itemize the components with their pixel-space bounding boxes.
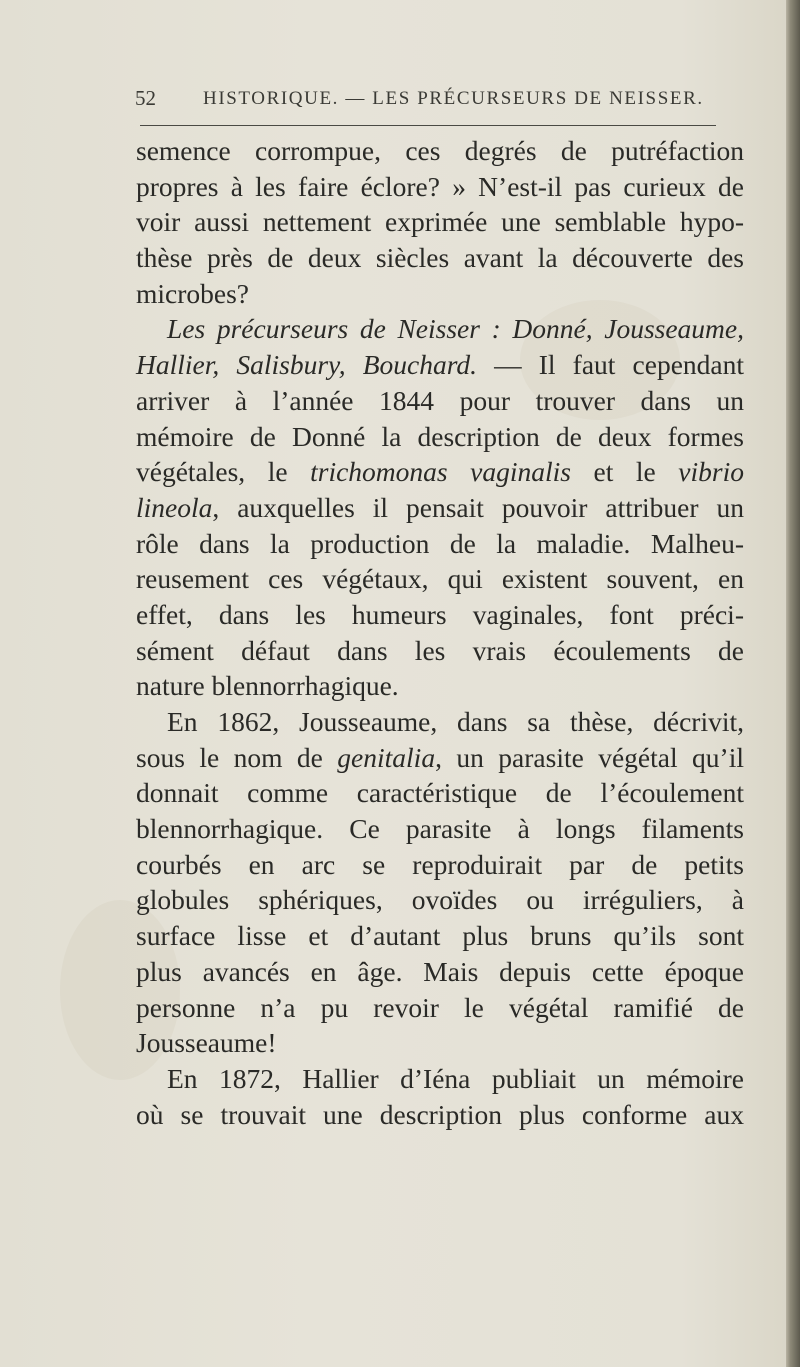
text-line	[136, 1097, 744, 1133]
text-line	[136, 133, 744, 169]
text-segment: personne n’a pu revoir le végétal ramifié de	[136, 991, 744, 1023]
text-segment: nature blennorrhagique.	[136, 670, 399, 702]
text-line	[136, 954, 744, 990]
text-line	[136, 204, 744, 240]
text-line	[136, 311, 744, 347]
italic-text: Hallier, Salisbury, Bouchard.	[136, 349, 478, 381]
header-rule	[140, 125, 716, 126]
text-segment: sément défaut dans les vrais écoulements de	[136, 634, 744, 666]
text-segment: voir aussi nettement exprimée une semblable hypo-	[136, 206, 744, 238]
text-segment: surface lisse et d’autant plus bruns qu’ils sont	[136, 920, 744, 952]
text-segment: , un parasite végétal qu’il	[435, 741, 744, 773]
text-line	[136, 383, 744, 419]
text-line	[136, 740, 744, 776]
text-segment: sous le nom de	[136, 741, 338, 773]
body-text	[136, 133, 744, 1132]
text-segment: reusement ces végétaux, qui existent souvent, en	[136, 563, 744, 595]
text-segment: — Il faut cependant	[477, 349, 744, 381]
italic-text: Les précurseurs de Neisser : Donné, Jousseaume,	[167, 313, 744, 345]
text-segment: semence corrompue, ces degrés de putréfaction	[136, 135, 744, 166]
text-segment: mémoire de Donné la description de deux formes	[136, 420, 744, 452]
text-segment: En 1862, Jousseaume, dans sa thèse, décrivit,	[167, 706, 744, 737]
text-line	[136, 347, 744, 383]
text-line	[136, 811, 744, 847]
text-line	[136, 240, 744, 276]
text-segment: végétales, le	[136, 456, 311, 488]
text-line	[136, 597, 744, 633]
text-line	[136, 419, 744, 455]
text-segment: donnait comme caractéristique de l’écoulement	[136, 777, 744, 809]
text-line	[136, 169, 744, 205]
italic-text: lineola	[136, 491, 213, 523]
text-segment: arriver à l’année 1844 pour trouver dans un	[136, 384, 744, 416]
text-line	[136, 775, 744, 811]
text-segment: plus avancés en âge. Mais depuis cette époque	[136, 955, 744, 987]
text-line	[136, 990, 744, 1026]
text-segment: , auxquelles il pensait pouvoir attribuer un	[212, 491, 744, 523]
text-segment: courbés en arc se reproduirait par de petits	[136, 848, 744, 880]
text-segment: microbes?	[136, 277, 250, 309]
running-head	[135, 86, 725, 116]
text-line	[136, 633, 744, 669]
italic-text: vibrio	[678, 456, 744, 488]
text-segment: et le	[570, 456, 679, 488]
text-segment: où se trouvait une description plus conforme aux	[136, 1098, 744, 1130]
italic-text: trichomonas vaginalis	[310, 456, 571, 488]
text-line	[136, 1061, 744, 1097]
text-line	[136, 847, 744, 883]
text-segment: rôle dans la production de la maladie. Malheu-	[136, 527, 744, 559]
text-line	[136, 1025, 744, 1061]
italic-text: genitalia	[337, 741, 436, 773]
text-line	[136, 276, 744, 312]
text-line	[136, 918, 744, 954]
page-edge	[786, 0, 800, 1367]
text-segment: globules sphériques, ovoïdes ou irréguliers, à	[136, 884, 744, 916]
text-line	[136, 526, 744, 562]
text-line	[136, 704, 744, 740]
running-title: HISTORIQUE. — LES PRÉCURSEURS DE NEISSER.	[203, 88, 704, 109]
text-line	[136, 561, 744, 597]
page-number: 52	[135, 86, 156, 110]
text-line	[136, 882, 744, 918]
text-segment: blennorrhagique. Ce parasite à longs filaments	[136, 813, 744, 845]
text-line	[136, 668, 744, 704]
text-segment: propres à les faire éclore? » N’est-il pas curieux de	[136, 170, 744, 202]
text-line	[136, 454, 744, 490]
text-segment: Jousseaume!	[136, 1027, 277, 1059]
text-segment: thèse près de deux siècles avant la découverte des	[136, 242, 744, 274]
text-segment: effet, dans les humeurs vaginales, font préci-	[136, 598, 744, 630]
text-line	[136, 490, 744, 526]
text-segment: En 1872, Hallier d’Iéna publiait un mémoire	[167, 1062, 744, 1094]
